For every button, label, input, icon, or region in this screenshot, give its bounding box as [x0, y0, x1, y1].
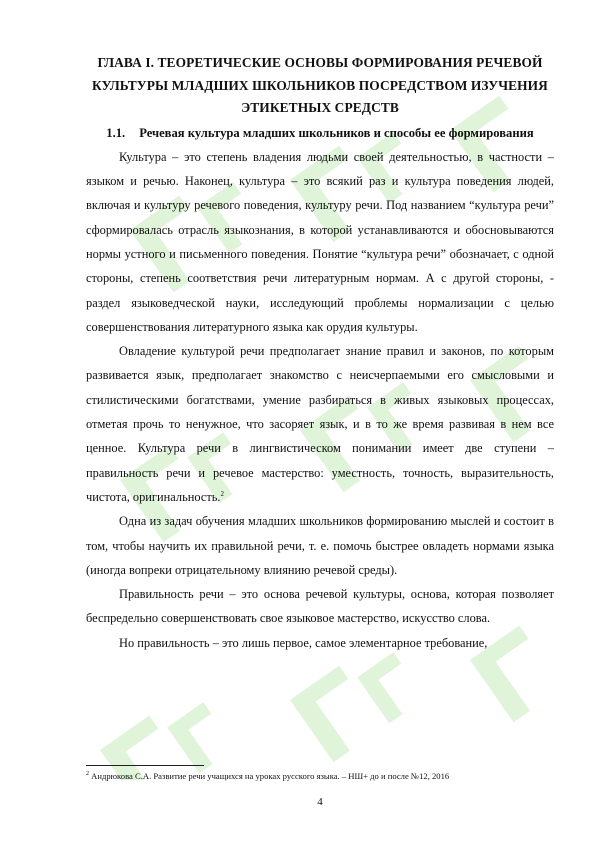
section-heading — [86, 122, 554, 145]
page-content — [86, 52, 554, 655]
footnote-text: Андрюкова С.А. Развитие речи учащихся на уроках русского языка. – НШ+ до и после №12, 2016 — [91, 770, 450, 781]
paragraph-4-text: Правильность речи – это основа речевой культуры, основа, которая позволяет беспредельно совершенствовать свое языковое мастерство, искусство слова. — [86, 587, 554, 626]
paragraph-1 — [86, 145, 554, 339]
paragraph-5 — [86, 631, 554, 655]
section-number: 1.1. — [106, 125, 126, 140]
paragraph-2-text: Овладение культурой речи предполагает знание правил и законов, по которым развивается язык, предполагает знакомство с неисчерпаемыми его смысловыми и стилистическими богатствами, умение разбираться в живых языковых процессах, отметая прочь то ненужное, что засоряет язык, и в то же время развивая в нем все ценное. Культура речи в лингвистическом понимании имеет две ступени – правильность речи и речевое мастерство: уместность, точность, выразительность, чистота, оригинальность. — [86, 344, 554, 504]
paragraph-2 — [86, 339, 554, 509]
paragraph-1-text: Культура – это степень владения людьми своей деятельностью, в частности – языком и речью. Наконец, культура – это всякий раз и культура поведения людей, включая и культуру речевого поведения, культуру речи. Под названием “культура речи” сформировалась отрасль языкознания, в которой устанавливаются и обосновываются нормы устного и письменного поведения. Понятие “культура речи” обозначает, с одной стороны, степень соответствия речи литературным нормам. А с другой стороны, - раздел языковедческой науки, исследующий проблемы нормализации с целью совершенствования литературного языка как орудия культуры. — [86, 149, 554, 334]
paragraph-5-text: Но правильность – это лишь первое, самое элементарное требование, — [119, 635, 488, 650]
footnote-divider — [86, 765, 204, 766]
page-number: 4 — [317, 796, 323, 808]
paragraph-4 — [86, 582, 554, 631]
footnote-reference[interactable]: 2 — [220, 489, 225, 498]
section-title: Речевая культура младших школьников и способы ее формирования — [139, 125, 534, 140]
footnote-marker: 2 — [86, 771, 89, 777]
chapter-title: ГЛАВА I. ТЕОРЕТИЧЕСКИЕ ОСНОВЫ ФОРМИРОВАНИЯ РЕЧЕВОЙ КУЛЬТУРЫ МЛАДШИХ ШКОЛЬНИКОВ ПОСРЕДСТВОМ ИЗУЧЕНИЯ ЭТИКЕТНЫХ СРЕДСТВ — [92, 55, 548, 116]
footnote — [86, 769, 556, 782]
paragraph-3-text: Одна из задач обучения младших школьников формированию мыслей и состоит в том, чтобы научить их правильной речи, т. е. помочь быстрее овладеть нормами языка (иногда вопреки отрицательному влиянию речевой среды). — [86, 514, 554, 577]
paragraph-3 — [86, 509, 554, 582]
